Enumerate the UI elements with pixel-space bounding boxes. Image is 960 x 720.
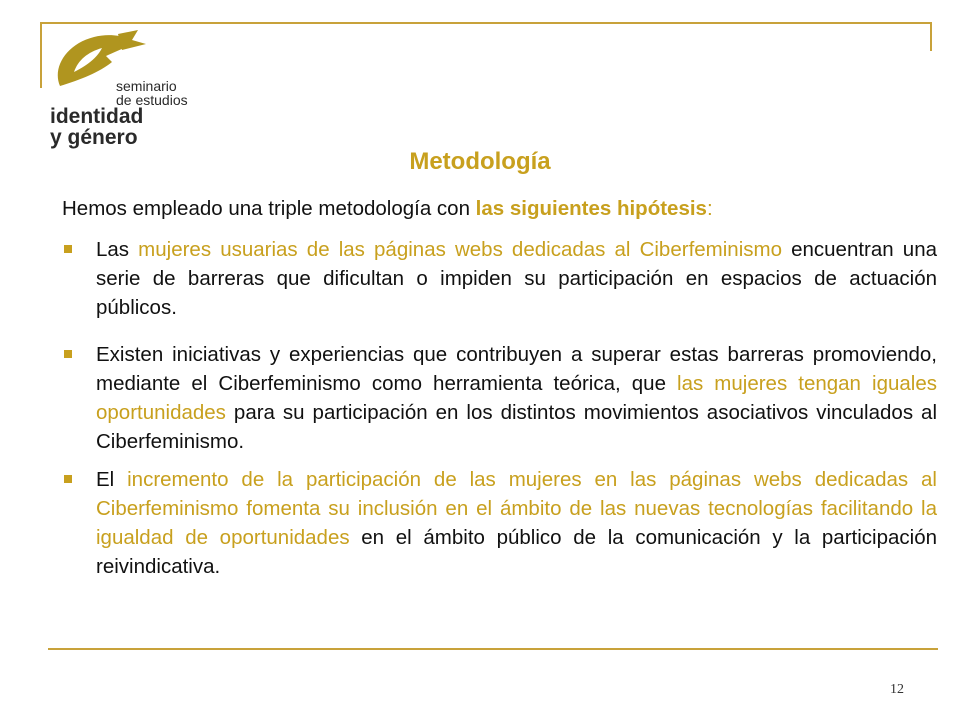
square-bullet-icon [64,350,72,358]
list-item-text: encuentran una serie de barreras que dificultan o impiden su participación en espacios de actuación públicos. [96,238,937,319]
square-bullet-icon [64,475,72,483]
list-item-text: El [96,468,128,491]
list-item-text: Las [96,238,139,261]
intro-highlight: las siguientes hipótesis [475,197,707,220]
frame-top-line [40,22,932,24]
list-item-highlight: mujeres usuarias de las páginas webs dedicadas al Ciberfeminismo [138,238,782,261]
intro-text: Hemos empleado una triple metodología con [62,197,476,220]
list-item [62,235,937,322]
logo-text-de-estudios: de estudios [116,92,188,108]
list-item-highlight: las mujeres tengan iguales oportunidades [96,372,937,424]
list-item [62,465,937,581]
list-item [62,340,937,456]
list-item-text: en el ámbito público de la comunicación y la participación reivindicativa. [96,526,937,578]
list-item-text: para su participación en los distintos movimientos asociativos vinculados al Ciberfeminismo. [96,401,937,453]
hypothesis-list [62,235,937,581]
list-item-highlight: incremento de la participación de las mujeres en las páginas webs dedicadas al Ciberfeminismo fomenta su inclusión en el ámbito de las nuevas tecnologías facilitando la igualdad de oportunidades [96,468,937,549]
intro-colon: : [706,197,713,220]
logo [44,28,214,153]
page-number: 12 [890,682,904,697]
frame-left-line [40,22,42,88]
logo-text-seminario: seminario [116,78,177,94]
frame-right-line [930,22,932,51]
intro-paragraph [62,195,942,223]
logo-text-y-genero: y género [50,126,138,149]
logo-text-identidad: identidad [50,105,144,128]
frame-bottom-line [48,648,938,650]
slide-title: Metodología [409,148,551,175]
square-bullet-icon [64,245,72,253]
list-item-text: Existen iniciativas y experiencias que contribuyen a superar estas barreras promoviendo, mediante el Ciberfeminismo como herramienta teórica, que [96,343,937,395]
